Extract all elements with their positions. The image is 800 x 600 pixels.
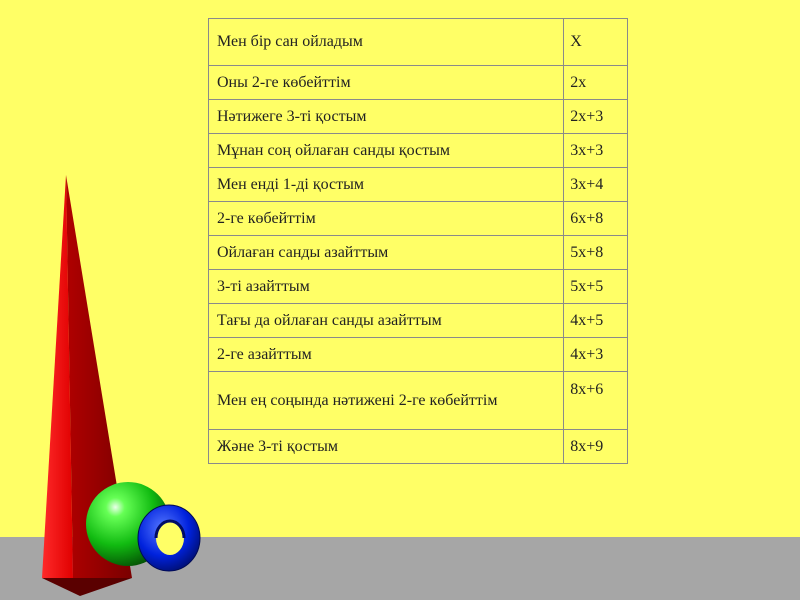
step-cell: 3-ті азайттым bbox=[209, 270, 564, 304]
step-cell: Тағы да ойлаған санды азайттым bbox=[209, 304, 564, 338]
expression-cell: 8х+9 bbox=[564, 430, 628, 464]
step-cell: Және 3-ті қостым bbox=[209, 430, 564, 464]
expression-cell: 4х+5 bbox=[564, 304, 628, 338]
table-row bbox=[209, 270, 628, 304]
step-cell: 2-ге көбейттім bbox=[209, 202, 564, 236]
step-cell: Мен енді 1-ді қостым bbox=[209, 168, 564, 202]
expression-cell: 5х+8 bbox=[564, 236, 628, 270]
table-row bbox=[209, 66, 628, 100]
table-row bbox=[209, 236, 628, 270]
step-cell: Оны 2-ге көбейттім bbox=[209, 66, 564, 100]
step-cell: Мен ең соңында нәтижені 2-ге көбейттім bbox=[209, 372, 564, 430]
table-row bbox=[209, 134, 628, 168]
step-cell: Мен бір сан ойладым bbox=[209, 19, 564, 66]
table-row bbox=[209, 372, 628, 430]
table-row bbox=[209, 100, 628, 134]
number-trick-table bbox=[208, 18, 628, 464]
step-cell: Нәтижеге 3-ті қостым bbox=[209, 100, 564, 134]
expression-cell: 3х+4 bbox=[564, 168, 628, 202]
expression-cell: 2х+3 bbox=[564, 100, 628, 134]
expression-cell: 6х+8 bbox=[564, 202, 628, 236]
table-row bbox=[209, 202, 628, 236]
step-cell: Ойлаған санды азайттым bbox=[209, 236, 564, 270]
expression-cell: 3х+3 bbox=[564, 134, 628, 168]
step-cell: 2-ге азайттым bbox=[209, 338, 564, 372]
expression-cell: 8х+6 bbox=[564, 372, 628, 430]
step-cell: Мұнан соң ойлаған санды қостым bbox=[209, 134, 564, 168]
table-row bbox=[209, 430, 628, 464]
blue-torus bbox=[138, 505, 200, 571]
table-row bbox=[209, 338, 628, 372]
expression-cell: 4х+3 bbox=[564, 338, 628, 372]
table-row bbox=[209, 19, 628, 66]
expression-cell: 5х+5 bbox=[564, 270, 628, 304]
expression-cell: Х bbox=[564, 19, 628, 66]
expression-cell: 2х bbox=[564, 66, 628, 100]
table-row bbox=[209, 168, 628, 202]
table-row bbox=[209, 304, 628, 338]
